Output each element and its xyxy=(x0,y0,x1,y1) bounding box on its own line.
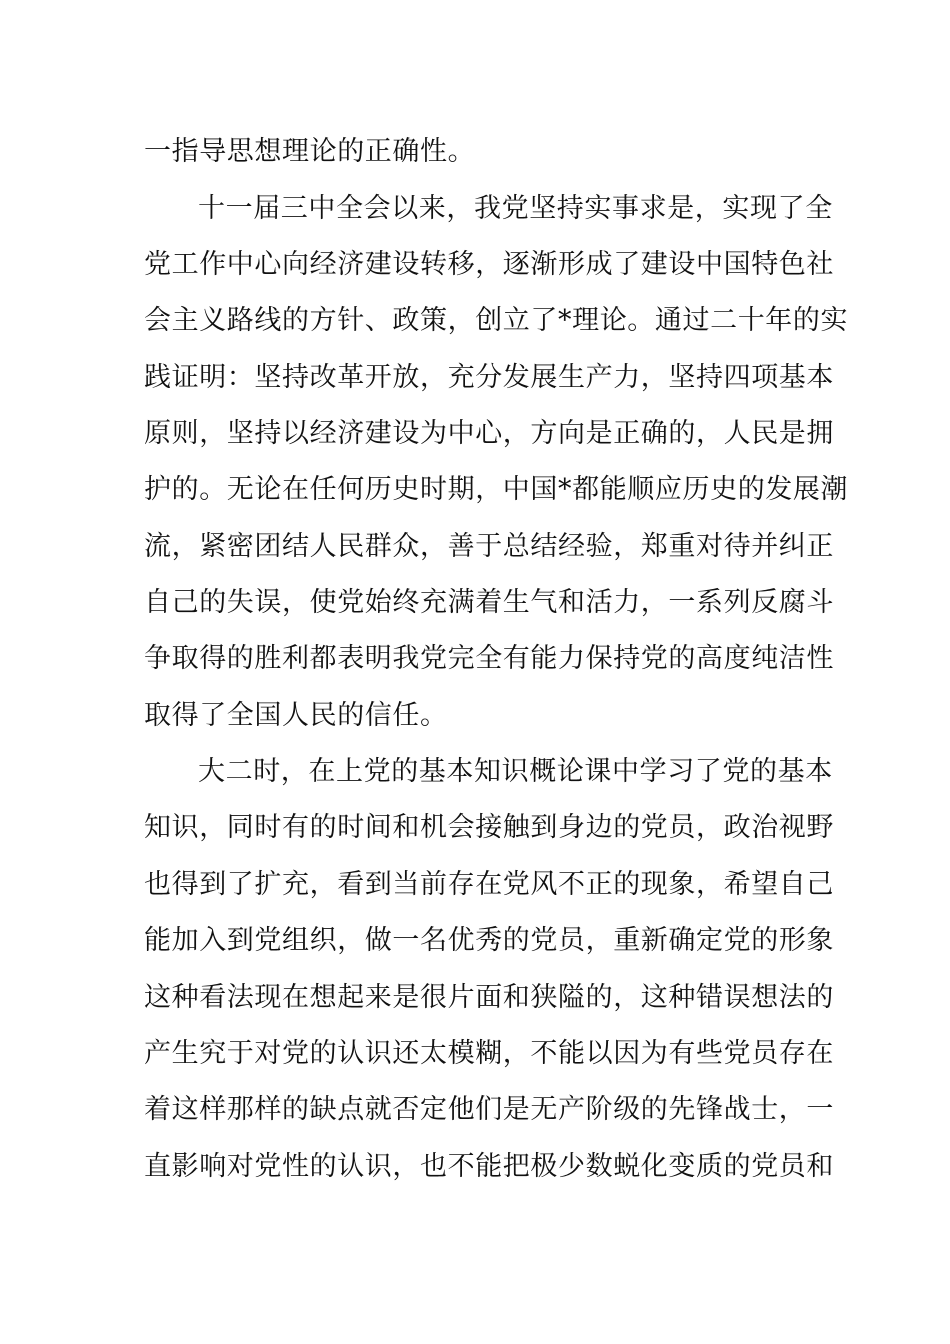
text-line: 十一届三中全会以来，我党坚持实事求是，实现了全 xyxy=(198,193,833,224)
text-line: 争取得的胜利都表明我党完全有能力保持党的高度纯洁性 xyxy=(144,643,834,674)
text-line: 原则，坚持以经济建设为中心，方向是正确的，人民是拥 xyxy=(144,418,834,449)
text-line: 党工作中心向经济建设转移，逐渐形成了建设中国特色社 xyxy=(144,249,834,280)
text-line: 流，紧密团结人民群众，善于总结经验，郑重对待并纠正 xyxy=(144,531,834,562)
text-line: 这种看法现在想起来是很片面和狭隘的，这种错误想法的 xyxy=(144,982,834,1013)
text-line: 践证明：坚持改革开放，充分发展生产力，坚持四项基本 xyxy=(144,362,834,393)
text-line: 会主义路线的方针、政策，创立了*理论。通过二十年的实 xyxy=(144,305,849,336)
text-line: 着这样那样的缺点就否定他们是无产阶级的先锋战士，一 xyxy=(144,1094,834,1125)
text-line: 大二时，在上党的基本知识概论课中学习了党的基本 xyxy=(198,756,833,787)
text-line: 取得了全国人民的信任。 xyxy=(144,700,448,731)
text-line: 护的。无论在任何历史时期，中国*都能顺应历史的发展潮 xyxy=(144,474,849,505)
text-line: 直影响对党性的认识，也不能把极少数蜕化变质的党员和 xyxy=(144,1151,834,1182)
text-line: 一指导思想理论的正确性。 xyxy=(144,136,476,167)
text-line: 知识，同时有的时间和机会接触到身边的党员，政治视野 xyxy=(144,812,834,843)
text-line: 产生究于对党的认识还太模糊，不能以因为有些党员存在 xyxy=(144,1038,834,1069)
text-line: 自己的失误，使党始终充满着生气和活力，一系列反腐斗 xyxy=(144,587,834,618)
text-line: 能加入到党组织，做一名优秀的党员，重新确定党的形象 xyxy=(144,925,834,956)
text-line: 也得到了扩充，看到当前存在党风不正的现象，希望自己 xyxy=(144,869,834,900)
